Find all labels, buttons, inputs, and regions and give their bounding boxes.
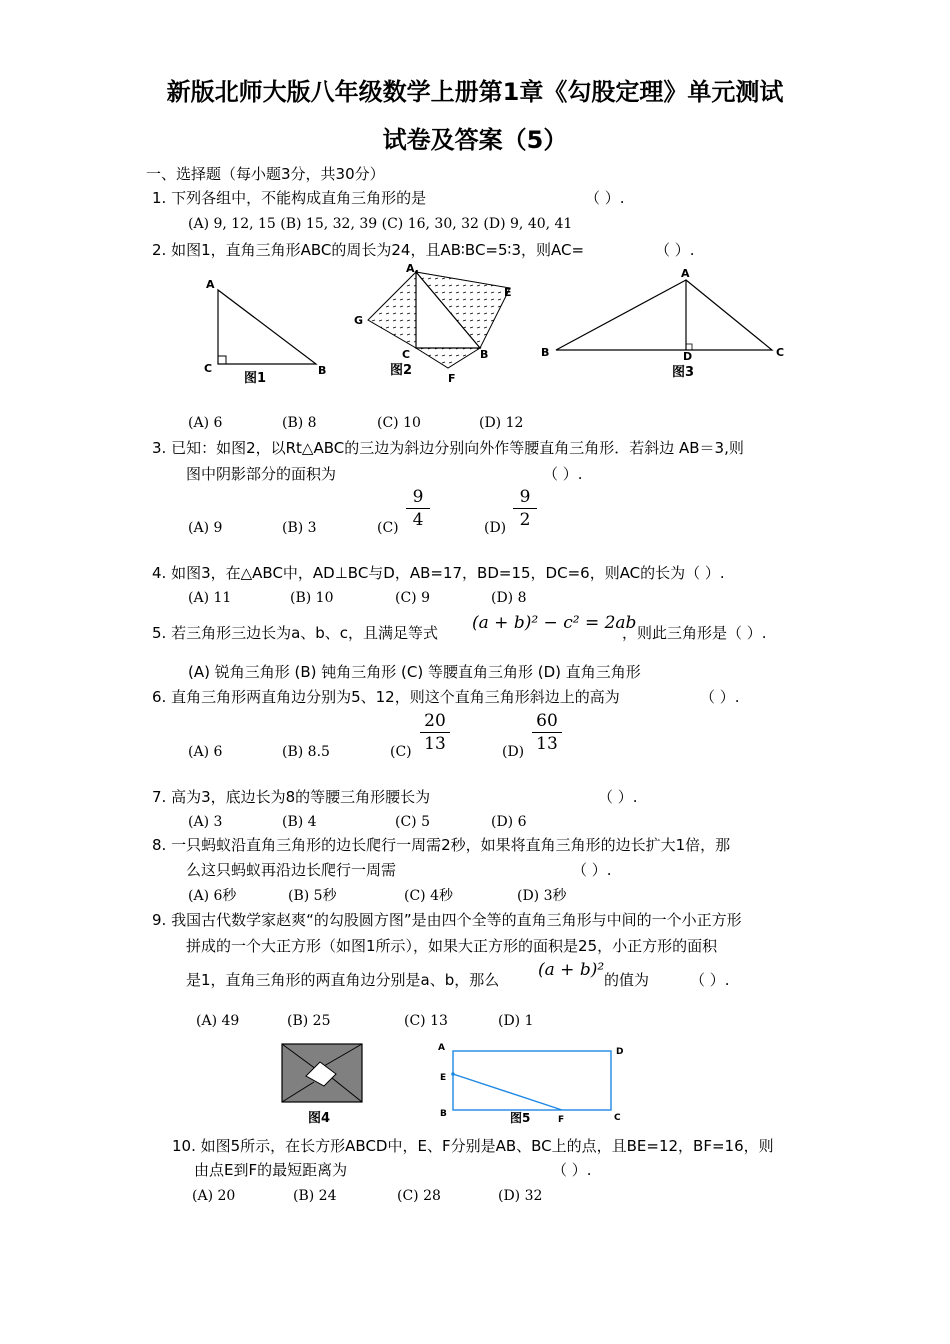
q6-option-c: (C) xyxy=(390,744,412,760)
q10-option-d: (D) 32 xyxy=(498,1188,543,1204)
q6-d-numerator: 60 xyxy=(532,710,562,733)
q8-blank: （ ）. xyxy=(572,861,612,879)
q4-option-d: (D) 8 xyxy=(491,590,527,606)
q6-c-numerator: 20 xyxy=(420,710,450,733)
q8-option-c: (C) 4秒 xyxy=(404,888,453,904)
q6-blank: （ ）. xyxy=(700,688,740,706)
q6-option-b: (B) 8.5 xyxy=(282,744,330,760)
q2-option-c: (C) 10 xyxy=(377,415,421,431)
q6-d-denominator: 13 xyxy=(536,734,558,754)
fig3-caption: 图3 xyxy=(672,365,695,380)
q9-option-a: (A) 49 xyxy=(196,1013,240,1029)
q9-blank: （ ）. xyxy=(690,971,730,989)
q8-option-b: (B) 5秒 xyxy=(288,888,337,904)
fig1-caption: 图1 xyxy=(244,371,267,386)
fig2-label-a: A. xyxy=(406,262,419,275)
q10-blank: （ ）. xyxy=(552,1161,592,1179)
q9-line2: 拼成的一个大正方形（如图1所示），如果大正方形的面积是25，小正方形的面积 xyxy=(186,937,718,955)
q5-options: (A) 锐角三角形 (B) 钝角三角形 (C) 等腰直角三角形 (D) 直角三角形 xyxy=(188,663,641,681)
fig1-label-a: A xyxy=(206,278,215,291)
fig3-label-d: D xyxy=(683,350,693,363)
fig5-rectangle xyxy=(453,1051,611,1110)
q3-blank: （ ）. xyxy=(543,465,583,483)
q6-fraction-c xyxy=(420,710,450,755)
fig1-right-angle-mark xyxy=(218,356,226,364)
fig2-label-e: E xyxy=(504,286,512,299)
fig2-shaded-triangle-ac xyxy=(368,272,416,348)
q3-d-numerator: 9 xyxy=(513,486,537,509)
q9-line3: 是1，直角三角形的两直角边分别是a、b，那么 xyxy=(186,971,500,989)
q7-blank: （ ）. xyxy=(598,788,638,806)
q3-c-numerator: 9 xyxy=(406,486,430,509)
fig1-label-c: C xyxy=(204,362,213,375)
q3-line1: 3. 已知：如图2，以Rt△ABC的三边为斜边分别向外作等腰直角三角形．若斜边 AB＝3,则 xyxy=(152,439,744,457)
q5-equation: (a + b)² − c² = 2ab xyxy=(472,613,637,633)
fig5-label-f: F xyxy=(558,1115,565,1125)
q1-blank: （ ）. xyxy=(585,189,625,207)
q6-option-a: (A) 6 xyxy=(188,744,223,760)
q10-option-b: (B) 24 xyxy=(293,1188,337,1204)
q2-option-b: (B) 8 xyxy=(282,415,317,431)
q8-line2: 么这只蚂蚁再沿边长爬行一周需 xyxy=(186,861,397,879)
fig2-label-b: B xyxy=(480,348,489,361)
q10-line2: 由点E到F的最短距离为 xyxy=(194,1161,348,1179)
q9-option-b: (B) 25 xyxy=(287,1013,331,1029)
fig5-caption: 图5 xyxy=(510,1111,531,1125)
figure-1 xyxy=(200,276,340,388)
fig3-label-c: C xyxy=(776,346,785,359)
q7-stem: 7. 高为3，底边长为8的等腰三角形腰长为 xyxy=(152,788,431,806)
fig3-triangle xyxy=(556,280,772,350)
fig5-segment-ef xyxy=(453,1074,562,1110)
fig5-label-b: B xyxy=(440,1109,447,1119)
fig1-label-b: B xyxy=(318,364,327,377)
q10-option-a: (A) 20 xyxy=(192,1188,236,1204)
q4-option-a: (A) 11 xyxy=(188,590,232,606)
figure-5 xyxy=(438,1042,628,1128)
q2-option-d: (D) 12 xyxy=(479,415,524,431)
q6-stem: 6. 直角三角形两直角边分别为5、12，则这个直角三角形斜边上的高为 xyxy=(152,688,620,706)
q8-line1: 8. 一只蚂蚁沿直角三角形的边长爬行一周需2秒，如果将直角三角形的边长扩大1倍，那 xyxy=(152,836,731,854)
fig2-label-g: G xyxy=(354,314,364,327)
q10-line1: 10. 如图5所示，在长方形ABCD中，E、F分别是AB、BC上的点，且BE=12，BF=16，则 xyxy=(172,1137,774,1155)
section-heading: 一、选择题（每小题3分，共30分） xyxy=(146,165,385,183)
q7-option-d: (D) 6 xyxy=(491,814,527,830)
q3-option-d: (D) xyxy=(484,520,507,536)
fig2-label-f: F xyxy=(448,372,456,385)
q2-blank: （ ）. xyxy=(655,241,695,259)
q8-option-d: (D) 3秒 xyxy=(517,888,567,904)
q3-line2: 图中阴影部分的面积为 xyxy=(186,465,337,483)
q4-stem: 4. 如图3，在△ABC中，AD⊥BC与D，AB=17，BD=15，DC=6，则AC的长为（ ）. xyxy=(152,564,725,582)
q6-c-denominator: 13 xyxy=(424,734,446,754)
fig1-triangle xyxy=(218,290,316,364)
figure-4 xyxy=(280,1042,364,1128)
q7-option-c: (C) 5 xyxy=(395,814,430,830)
fig3-label-b: B xyxy=(541,346,550,359)
q3-d-denominator: 2 xyxy=(519,510,531,530)
fig5-label-d: D xyxy=(616,1047,624,1057)
q6-option-d: (D) xyxy=(502,744,525,760)
fig4-caption: 图4 xyxy=(308,1111,331,1126)
q4-option-c: (C) 9 xyxy=(395,590,430,606)
q7-option-b: (B) 4 xyxy=(282,814,317,830)
q7-option-a: (A) 3 xyxy=(188,814,223,830)
q3-fraction-c xyxy=(406,486,430,531)
q3-fraction-d xyxy=(513,486,537,531)
q2-option-a: (A) 6 xyxy=(188,415,223,431)
q8-option-a: (A) 6秒 xyxy=(188,888,237,904)
fig5-label-e: E xyxy=(440,1073,447,1083)
q9-option-c: (C) 13 xyxy=(404,1013,448,1029)
fig5-label-c: C xyxy=(614,1113,621,1123)
q9-option-d: (D) 1 xyxy=(498,1013,534,1029)
q4-option-b: (B) 10 xyxy=(290,590,334,606)
q3-c-denominator: 4 xyxy=(412,510,424,530)
fig5-label-a: A xyxy=(438,1043,445,1053)
figure-2 xyxy=(350,262,520,390)
fig2-label-c: C xyxy=(402,348,411,361)
doc-title-line1: 新版北师大版八年级数学上册第1章《勾股定理》单元测试 xyxy=(166,78,784,106)
q9-equation: (a + b)² xyxy=(538,960,605,980)
fig3-label-a: A xyxy=(681,267,690,280)
q2-stem: 2. 如图1，直角三角形ABC的周长为24，且AB∶BC=5∶3，则AC= xyxy=(152,241,585,259)
fig2-caption: 图2 xyxy=(390,363,413,378)
figure-3 xyxy=(536,264,796,382)
q6-fraction-d xyxy=(532,710,562,755)
q5-stem: 5. 若三角形三边长为a、b、c，且满足等式 xyxy=(152,624,439,642)
q3-option-b: (B) 3 xyxy=(282,520,317,536)
q5-tail: ，则此三角形是（ ）. xyxy=(622,624,767,642)
q1-options: (A) 9, 12, 15 (B) 15, 32, 39 (C) 16, 30, 32 (D) 9, 40, 41 xyxy=(188,216,573,232)
q9-line1: 9. 我国古代数学家赵爽“的勾股圆方图”是由四个全等的直角三角形与中间的一个小正方形 xyxy=(152,911,742,929)
q3-option-c: (C) xyxy=(377,520,399,536)
doc-title-line2: 试卷及答案（5） xyxy=(382,126,568,154)
q9-tail: 的值为 xyxy=(604,971,650,989)
q1-stem: 1. 下列各组中，不能构成直角三角形的是 xyxy=(152,189,427,207)
fig2-shaded-triangle-bc xyxy=(416,348,480,368)
q10-option-c: (C) 28 xyxy=(397,1188,441,1204)
q3-option-a: (A) 9 xyxy=(188,520,223,536)
